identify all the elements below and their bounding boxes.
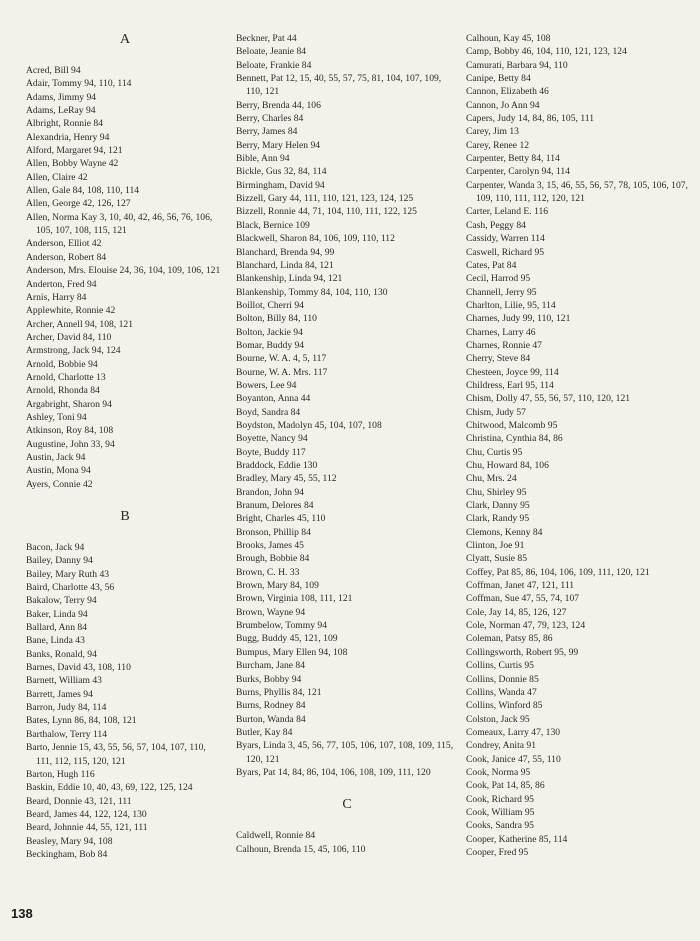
index-entry: Bolton, Jackie 94 [236, 326, 303, 338]
index-entry: Coffey, Pat 85, 86, 104, 106, 109, 111, 120, 121 [466, 566, 650, 578]
index-entry: Brown, C. H. 33 [236, 566, 300, 578]
index-entry: Bane, Linda 43 [26, 635, 85, 647]
index-entry: Clyatt, Susie 85 [466, 553, 528, 565]
index-entry: Charnes, Judy 99, 110, 121 [466, 313, 571, 325]
index-entry: Bates, Lynn 86, 84, 108, 121 [26, 715, 137, 727]
index-entry: Bugg, Buddy 45, 121, 109 [236, 633, 338, 645]
index-entry: Archer, Annell 94, 108, 121 [26, 318, 133, 330]
entry-list-a [26, 64, 224, 491]
index-entry: Blankenship, Tommy 84, 104, 110, 130 [236, 286, 388, 298]
index-entry: Capers, Judy 14, 84, 86, 105, 111 [466, 113, 594, 125]
index-entry: Bakalow, Terry 94 [26, 595, 97, 607]
index-entry: Banks, Ronald, 94 [26, 648, 97, 660]
index-entry: Boyanton, Anna 44 [236, 393, 311, 405]
index-column-1 [26, 32, 224, 861]
index-entry: Collingsworth, Robert 95, 99 [466, 646, 579, 658]
index-entry: Birmingham, David 94 [236, 179, 325, 191]
index-entry: Berry, James 84 [236, 126, 298, 138]
index-entry: Boyette, Nancy 94 [236, 433, 308, 445]
index-column-3 [466, 32, 692, 859]
index-entry: Black, Bernice 109 [236, 219, 310, 231]
index-entry: Bronson, Phillip 84 [236, 526, 311, 538]
index-entry: Cassidy, Warren 114 [466, 233, 545, 245]
index-entry: Bailey, Danny 94 [26, 555, 93, 567]
index-entry: Bright, Charles 45, 110 [236, 513, 326, 525]
index-entry: Allen, Gale 84, 108, 110, 114 [26, 185, 140, 197]
entry-list-b-continued [236, 32, 458, 779]
index-entry: Anderson, Elliot 42 [26, 238, 102, 250]
index-entry: Barthalow, Terry 114 [26, 728, 108, 740]
index-entry: Caldwell, Ronnie 84 [236, 830, 316, 842]
index-entry: Cole, Norman 47, 79, 123, 124 [466, 620, 586, 632]
index-entry: Barrett, James 94 [26, 688, 93, 700]
index-entry: Bradley, Mary 45, 55, 112 [236, 473, 337, 485]
index-entry: Blankenship, Linda 94, 121 [236, 273, 343, 285]
index-entry: Barnett, William 43 [26, 675, 102, 687]
index-entry: Cook, Janice 47, 55, 110 [466, 753, 561, 765]
index-entry: Bickle, Gus 32, 84, 114 [236, 166, 327, 178]
index-entry: Blanchard, Linda 84, 121 [236, 259, 334, 271]
index-entry: Camp, Bobby 46, 104, 110, 121, 123, 124 [466, 46, 627, 58]
index-entry: Adams, LeRay 94 [26, 105, 96, 117]
index-entry: Ashley, Toni 94 [26, 411, 87, 423]
index-entry: Colston, Jack 95 [466, 713, 530, 725]
index-entry: Collins, Winford 85 [466, 700, 543, 712]
index-entry: Barton, Hugh 116 [26, 768, 95, 780]
index-column-2 [236, 32, 458, 856]
index-entry: Collins, Wanda 47 [466, 686, 537, 698]
index-entry: Bizzell, Ronnie 44, 71, 104, 110, 111, 122, 125 [236, 206, 417, 218]
index-entry: Condrey, Anita 91 [466, 740, 536, 752]
index-entry: Beard, Johnnie 44, 55, 121, 111 [26, 822, 148, 834]
index-entry: Burks, Bobby 94 [236, 673, 302, 685]
index-entry: Berry, Mary Helen 94 [236, 139, 321, 151]
index-entry: Beard, Donnie 43, 121, 111 [26, 795, 132, 807]
index-entry: Coleman, Patsy 85, 86 [466, 633, 553, 645]
index-entry: Acred, Bill 94 [26, 65, 81, 76]
index-entry: Alexandria, Henry 94 [26, 131, 110, 143]
index-entry: Allen, Claire 42 [26, 171, 88, 183]
index-entry: Austin, Jack 94 [26, 451, 86, 463]
index-entry: Braddock, Eddie 130 [236, 460, 318, 471]
index-entry: Baskin, Eddie 10, 40, 43, 69, 122, 125, 124 [26, 782, 193, 794]
index-entry: Carpenter, Wanda 3, 15, 46, 55, 56, 57, 78, 105, 106, 107, 109, 110, 111, 112, 120, 121 [466, 179, 688, 205]
index-entry: Camurati, Barbara 94, 110 [466, 59, 568, 71]
index-entry: Carpenter, Carolyn 94, 114 [466, 166, 570, 178]
index-entry: Coffman, Janet 47, 121, 111 [466, 580, 575, 592]
index-entry: Burcham, Jane 84 [236, 660, 306, 672]
index-entry: Cooper, Fred 95 [466, 846, 529, 858]
index-entry: Arnold, Rhonda 84 [26, 385, 100, 397]
index-entry: Collins, Donnie 85 [466, 673, 539, 685]
index-entry: Cole, Jay 14, 85, 126, 127 [466, 606, 567, 618]
index-entry: Bacon, Jack 94 [26, 542, 85, 553]
index-entry: Chu, Mrs. 24 [466, 473, 517, 485]
index-entry: Chitwood, Malcomb 95 [466, 419, 558, 431]
index-entry: Applewhite, Ronnie 42 [26, 305, 116, 317]
index-entry: Charnes, Ronnie 47 [466, 339, 542, 351]
index-entry: Byars, Pat 14, 84, 86, 104, 106, 108, 109, 111, 120 [236, 766, 431, 778]
index-entry: Beloate, Frankie 84 [236, 59, 312, 71]
index-entry: Cecil, Harrod 95 [466, 273, 531, 285]
index-entry: Christina, Cynthia 84, 86 [466, 433, 563, 445]
index-entry: Bailey, Mary Ruth 43 [26, 568, 110, 580]
index-entry: Brown, Virginia 108, 111, 121 [236, 593, 353, 605]
index-entry: Brough, Bobbie 84 [236, 553, 310, 565]
index-entry: Boydston, Madolyn 45, 104, 107, 108 [236, 419, 382, 431]
index-entry: Bolton, Billy 84, 110 [236, 313, 317, 325]
index-entry: Cook, Richard 95 [466, 793, 534, 805]
index-entry: Bourne, W. A. Mrs. 117 [236, 366, 328, 378]
index-entry: Branum, Delores 84 [236, 500, 314, 512]
index-entry: Collins, Curtis 95 [466, 660, 534, 672]
index-entry: Byars, Linda 3, 45, 56, 77, 105, 106, 107, 108, 109, 115, 120, 121 [236, 740, 454, 765]
index-entry: Adams, Jimmy 94 [26, 91, 97, 103]
index-entry: Anderton, Fred 94 [26, 278, 97, 290]
index-entry: Albright, Ronnie 84 [26, 118, 104, 130]
index-entry: Baird, Charlotte 43, 56 [26, 582, 115, 594]
index-entry: Calhoun, Kay 45, 108 [466, 33, 551, 44]
index-entry: Carpenter, Betty 84, 114 [466, 153, 560, 165]
index-entry: Austin, Mona 94 [26, 465, 91, 477]
index-entry: Canipe, Betty 84 [466, 73, 531, 85]
index-entry: Baker, Linda 94 [26, 608, 88, 620]
entry-list-b [26, 541, 224, 861]
index-entry: Charlton, Lilie, 95, 114 [466, 299, 556, 311]
index-entry: Atkinson, Roy 84, 108 [26, 425, 114, 437]
index-entry: Cash, Peggy 84 [466, 219, 526, 231]
index-entry: Brandon, John 94 [236, 486, 304, 498]
index-entry: Charnes, Larry 46 [466, 326, 536, 338]
index-entry: Armstrong, Jack 94, 124 [26, 345, 121, 357]
index-entry: Cook, Norma 95 [466, 766, 531, 778]
index-entry: Burns, Rodney 84 [236, 700, 306, 712]
entry-list-c-continued [466, 32, 692, 859]
index-entry: Cook, William 95 [466, 806, 535, 818]
index-entry: Chu, Curtis 95 [466, 446, 523, 458]
index-entry: Argabright, Sharon 94 [26, 398, 112, 410]
section-heading-b: B [120, 509, 130, 524]
index-entry: Bennett, Pat 12, 15, 40, 55, 57, 75, 81, 104, 107, 109, 110, 121 [236, 73, 442, 98]
index-entry: Cooper, Katherine 85, 114 [466, 833, 568, 845]
index-entry: Childress, Earl 95, 114 [466, 379, 554, 391]
index-entry: Anderson, Robert 84 [26, 251, 107, 263]
index-entry: Chism, Dolly 47, 55, 56, 57, 110, 120, 121 [466, 393, 631, 405]
index-entry: Arnis, Harry 84 [26, 291, 87, 303]
index-entry: Boyte, Buddy 117 [236, 446, 306, 458]
index-entry: Barto, Jennie 15, 43, 55, 56, 57, 104, 107, 110, 111, 112, 115, 120, 121 [26, 742, 206, 767]
index-entry: Ayers, Connie 42 [26, 478, 93, 490]
index-entry: Chesteen, Joyce 99, 114 [466, 366, 559, 378]
index-entry: Carey, Renee 12 [466, 139, 530, 151]
index-entry: Anderson, Mrs. Elouise 24, 36, 104, 109, 106, 121 [26, 265, 221, 277]
entry-list-c [236, 829, 458, 856]
index-entry: Brown, Wayne 94 [236, 606, 306, 618]
index-entry: Bible, Ann 94 [236, 153, 290, 165]
index-entry: Clemons, Kenny 84 [466, 526, 543, 538]
index-entry: Cooks, Sandra 95 [466, 820, 534, 832]
index-entry: Cannon, Jo Ann 94 [466, 99, 540, 111]
index-entry: Allen, Bobby Wayne 42 [26, 158, 119, 170]
index-entry: Beckingham, Bob 84 [26, 848, 108, 860]
index-entry: Chu, Shirley 95 [466, 486, 527, 498]
index-entry: Cherry, Steve 84 [466, 353, 531, 365]
index-entry: Beard, James 44, 122, 124, 130 [26, 808, 147, 820]
index-entry: Comeaux, Larry 47, 130 [466, 726, 561, 738]
index-entry: Adair, Tommy 94, 110, 114 [26, 78, 132, 90]
index-entry: Boyd, Sandra 84 [236, 406, 301, 418]
index-entry: Arnold, Bobbie 94 [26, 358, 98, 370]
index-entry: Burns, Phyllis 84, 121 [236, 686, 322, 698]
section-heading-a: A [119, 32, 131, 47]
index-entry: Ballard, Ann 84 [26, 622, 88, 634]
index-entry: Bizzell, Gary 44, 111, 110, 121, 123, 124, 125 [236, 193, 414, 205]
index-entry: Allen, George 42, 126, 127 [26, 198, 131, 210]
index-entry: Chism, Judy 57 [466, 406, 526, 418]
index-entry: Allen, Norma Kay 3, 10, 40, 42, 46, 56, 76, 106, 105, 107, 108, 115, 121 [26, 211, 213, 237]
index-entry: Cook, Pat 14, 85, 86 [466, 780, 545, 792]
index-entry: Bowers, Lee 94 [236, 379, 297, 391]
index-entry: Archer, David 84, 110 [26, 331, 112, 343]
index-entry: Brown, Mary 84, 109 [236, 580, 319, 592]
index-entry: Caswell, Richard 95 [466, 246, 545, 258]
index-entry: Arnold, Charlotte 13 [26, 371, 106, 383]
index-entry: Carter, Leland E. 116 [466, 206, 549, 218]
index-entry: Barron, Judy 84, 114 [26, 702, 107, 714]
index-entry: Channell, Jerry 95 [466, 286, 537, 298]
index-entry: Augustine, John 33, 94 [26, 438, 115, 450]
index-entry: Beloate, Jeanie 84 [236, 46, 307, 58]
index-entry: Clinton, Joe 91 [466, 540, 525, 552]
index-entry: Berry, Brenda 44, 106 [236, 99, 321, 111]
index-entry: Clark, Danny 95 [466, 500, 530, 512]
index-entry: Burton, Wanda 84 [236, 713, 306, 725]
index-entry: Bourne, W. A. 4, 5, 117 [236, 353, 327, 365]
index-entry: Calhoun, Brenda 15, 45, 106, 110 [236, 843, 366, 855]
index-entry: Coffman, Sue 47, 55, 74, 107 [466, 593, 580, 605]
index-entry: Blanchard, Brenda 94, 99 [236, 246, 335, 258]
page-number: 138 [11, 906, 33, 921]
index-entry: Blackwell, Sharon 84, 106, 109, 110, 112 [236, 233, 395, 245]
index-entry: Chu, Howard 84, 106 [466, 460, 549, 471]
index-entry: Cannon, Elizabeth 46 [466, 86, 549, 98]
index-entry: Brumbelow, Tommy 94 [236, 620, 327, 632]
index-entry: Boillot, Cherri 94 [236, 299, 304, 311]
index-entry: Butler, Kay 84 [236, 726, 293, 738]
index-entry: Cates, Pat 84 [466, 259, 517, 271]
index-entry: Beckner, Pat 44 [236, 33, 297, 44]
index-entry: Bomar, Buddy 94 [236, 339, 305, 351]
index-entry: Beasley, Mary 94, 108 [26, 835, 113, 847]
index-entry: Carey, Jim 13 [466, 126, 519, 138]
index-entry: Barnes, David 43, 108, 110 [26, 662, 131, 674]
index-entry: Bumpus, Mary Ellen 94, 108 [236, 646, 348, 658]
index-entry: Alford, Margaret 94, 121 [26, 145, 123, 157]
index-entry: Clark, Randy 95 [466, 513, 530, 525]
section-heading-c: C [342, 797, 352, 813]
index-entry: Brooks, James 45 [236, 540, 304, 552]
index-entry: Berry, Charles 84 [236, 113, 304, 125]
